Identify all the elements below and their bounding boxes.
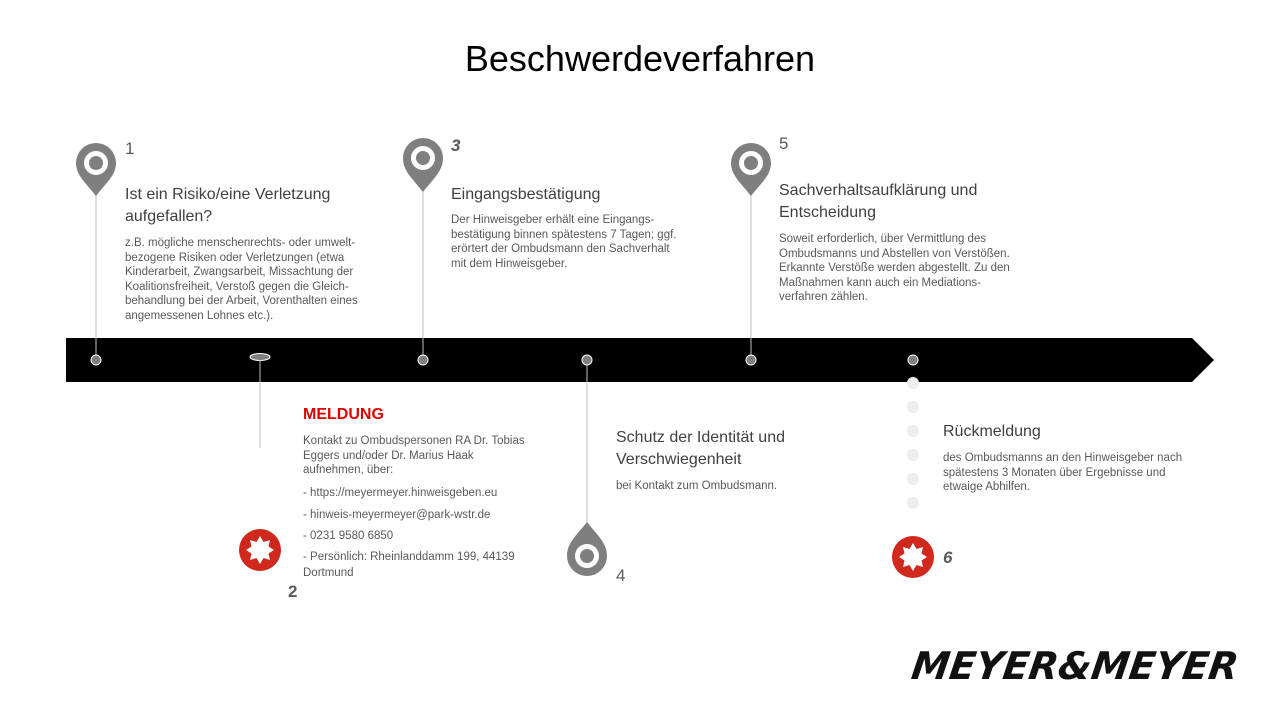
timeline-dot [582,355,592,365]
timeline-arrow [66,338,1214,382]
contact-address: - Persönlich: Rheinlanddamm 199, 44139 [303,551,515,563]
dotted-connector [907,377,919,509]
step-heading: Eingangsbestätigung [451,186,601,203]
step-heading: Ist ein Risiko/eine Verletzung aufgefallen? [125,186,331,225]
location-pin-icon [731,143,771,360]
timeline-dot [418,355,428,365]
timeline-dot [91,355,101,365]
step-number: 1 [125,139,135,158]
step-heading: Schutz der Identität und Verschwiegenheit [616,429,785,468]
alarm-badge-icon [892,536,934,578]
step-description: Der Hinweisgeber erhält eine Eingangs- bestätigung binnen spätestens 7 Tagen; ggf. erörtert der Ombudsmann den Sachverhalt mit dem Hinweisgeber. [451,214,677,270]
step-number: 6 [943,548,953,567]
step-heading: Rückmeldung [943,423,1041,440]
step-description: Soweit erforderlich, über Vermittlung des Ombudsmanns und Abstellen von Verstößen. Erkannte Verstöße werden abgestellt. Zu den Maßnahmen kann auch ein Mediations- verfahren zählen. [779,233,1010,303]
timeline-dot [746,355,756,365]
step-number: 4 [616,566,626,585]
page-title: Beschwerdeverfahren [464,38,816,79]
step-number: 2 [288,582,298,601]
contact-email: - hinweis-meyermeyer@park-wstr.de [303,509,491,521]
company-logo: MEYER&MEYER [908,644,1242,688]
step-number: 5 [779,134,789,153]
location-pin-icon [76,143,116,360]
contact-address-city: Dortmund [303,567,354,579]
step-description: z.B. mögliche menschenrechts- oder umwelt- bezogene Risiken oder Verletzungen (etwa Kinderarbeit, Zwangsarbeit, Missachtung der Koalitionsfreiheit, Verstoß gegen die Gleich- behandlung bei der Arbeit, Vorenthalten eines angemessenen Lohnes etc.). [125,237,358,322]
step-description: des Ombudsmanns an den Hinweisgeber nach spätestens 3 Monaten über Ergebnisse und etwaige Abhilfen. [943,452,1183,493]
step-heading: MELDUNG [303,406,384,423]
contact-url: - https://meyermeyer.hinweisgeben.eu [303,487,498,499]
timeline-dot [250,354,270,361]
step-description: bei Kontakt zum Ombudsmann. [616,480,778,492]
alarm-badge-icon [239,529,281,571]
timeline-dot [908,355,918,365]
step-number: 3 [451,136,461,155]
step-description: Kontakt zu Ombudspersonen RA Dr. Tobias Eggers und/oder Dr. Marius Haak aufnehmen, über: [303,435,525,476]
location-pin-icon [567,360,607,576]
step-heading: Sachverhaltsaufklärung und Entscheidung [779,182,978,221]
contact-phone: - 0231 9580 6850 [303,530,394,542]
